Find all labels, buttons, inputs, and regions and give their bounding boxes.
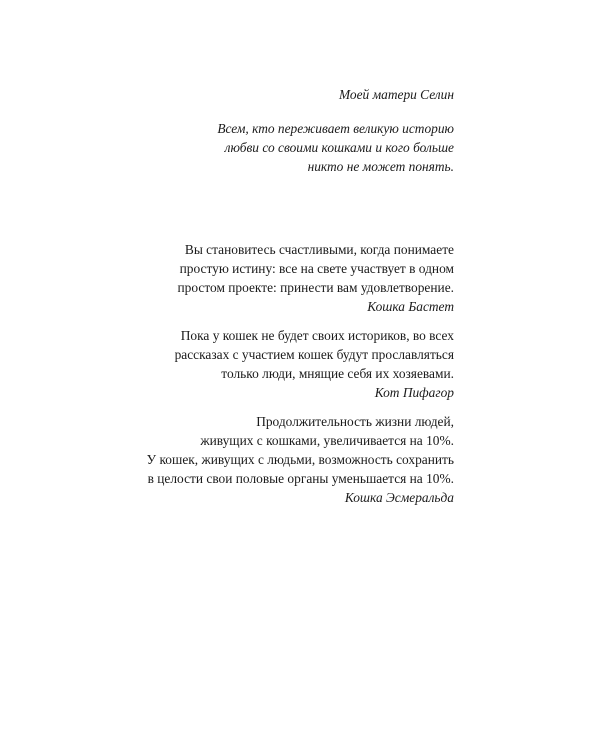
dedication-line: Всем, кто переживает великую историю — [217, 121, 454, 136]
epigraph-author: Кот Пифагор — [374, 385, 454, 400]
epigraph-line: только люди, мнящие себя их хозяевами. — [221, 366, 454, 381]
epigraph-author: Кошка Бастет — [367, 299, 454, 314]
dedication-cat-lovers — [74, 119, 454, 176]
epigraph-esmeralda — [74, 412, 454, 507]
epigraph-line: живущих с кошками, увеличивается на 10%. — [200, 433, 454, 448]
dedication-line: никто не может понять. — [307, 159, 454, 174]
epigraph-line: Пока у кошек не будет своих историков, во всех — [180, 328, 454, 343]
epigraph-line: простую истину: все на свете участвует в одном — [179, 261, 454, 276]
epigraph-line: рассказах с участием кошек будут прославляться — [174, 347, 454, 362]
epigraph-line: в целости свои половые органы уменьшается на 10%. — [147, 471, 454, 486]
epigraph-line: У кошек, живущих с людьми, возможность сохранить — [146, 452, 454, 467]
dedication-mother — [74, 85, 454, 104]
epigraph-line: Продолжительность жизни людей, — [256, 414, 454, 429]
epigraph-bastet — [74, 240, 454, 316]
epigraph-line: Вы становитесь счастливыми, когда понимаете — [184, 242, 454, 257]
epigraph-line: простом проекте: принести вам удовлетворение. — [177, 280, 454, 295]
dedication-line: любви со своими кошками и кого больше — [224, 140, 454, 155]
epigraph-author: Кошка Эсмеральда — [344, 490, 454, 505]
epigraph-pythagoras — [74, 326, 454, 402]
dedication-line: Моей матери Селин — [338, 87, 454, 102]
